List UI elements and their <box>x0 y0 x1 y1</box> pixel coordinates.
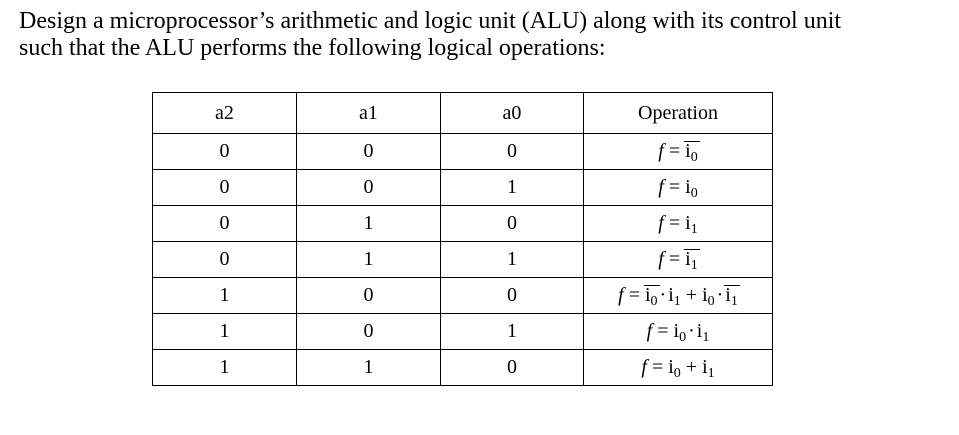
cell-a1: 1 <box>297 350 441 386</box>
cell-a0: 0 <box>441 134 584 170</box>
cell-a2: 1 <box>153 278 297 314</box>
cell-a0: 0 <box>441 278 584 314</box>
table-row <box>153 242 773 278</box>
problem-statement <box>19 8 949 62</box>
table-row <box>153 314 773 350</box>
cell-a0: 1 <box>441 242 584 278</box>
operation-formula: $f = i_0 \cdot i_1 + i_0 \cdot i_1$ <box>584 278 773 314</box>
cell-a1: 1 <box>297 242 441 278</box>
header-a1: a1 <box>297 93 441 134</box>
cell-a0: 0 <box>441 350 584 386</box>
table-row <box>153 170 773 206</box>
operation-formula: $f = i_0 \cdot i_1$ <box>584 314 773 350</box>
operations-table <box>152 92 773 386</box>
cell-a2: 0 <box>153 242 297 278</box>
table-row <box>153 206 773 242</box>
cell-a0: 1 <box>441 170 584 206</box>
table-header-row <box>153 93 773 134</box>
operation-formula: $f = i_1$ <box>584 206 773 242</box>
cell-a1: 0 <box>297 134 441 170</box>
problem-line-1: Design a microprocessor’s arithmetic and logic unit (ALU) along with its control unit <box>19 8 842 34</box>
operation-formula: $f = i_1$ <box>584 242 773 278</box>
operation-formula: $f = i_0$ <box>584 170 773 206</box>
operation-formula: $f = i_0 + i_1$ <box>584 350 773 386</box>
cell-a1: 1 <box>297 206 441 242</box>
problem-line-2: such that the ALU performs the following logical operations: <box>19 35 606 61</box>
cell-a1: 0 <box>297 170 441 206</box>
cell-a1: 0 <box>297 278 441 314</box>
table-row <box>153 134 773 170</box>
header-a0: a0 <box>441 93 584 134</box>
cell-a2: 0 <box>153 170 297 206</box>
cell-a2: 0 <box>153 206 297 242</box>
operation-formula: $f = i_0$ <box>584 134 773 170</box>
cell-a1: 0 <box>297 314 441 350</box>
cell-a0: 1 <box>441 314 584 350</box>
cell-a2: 1 <box>153 350 297 386</box>
header-a2: a2 <box>153 93 297 134</box>
table-row <box>153 278 773 314</box>
header-operation: Operation <box>584 93 773 134</box>
cell-a2: 1 <box>153 314 297 350</box>
cell-a0: 0 <box>441 206 584 242</box>
table-row <box>153 350 773 386</box>
cell-a2: 0 <box>153 134 297 170</box>
